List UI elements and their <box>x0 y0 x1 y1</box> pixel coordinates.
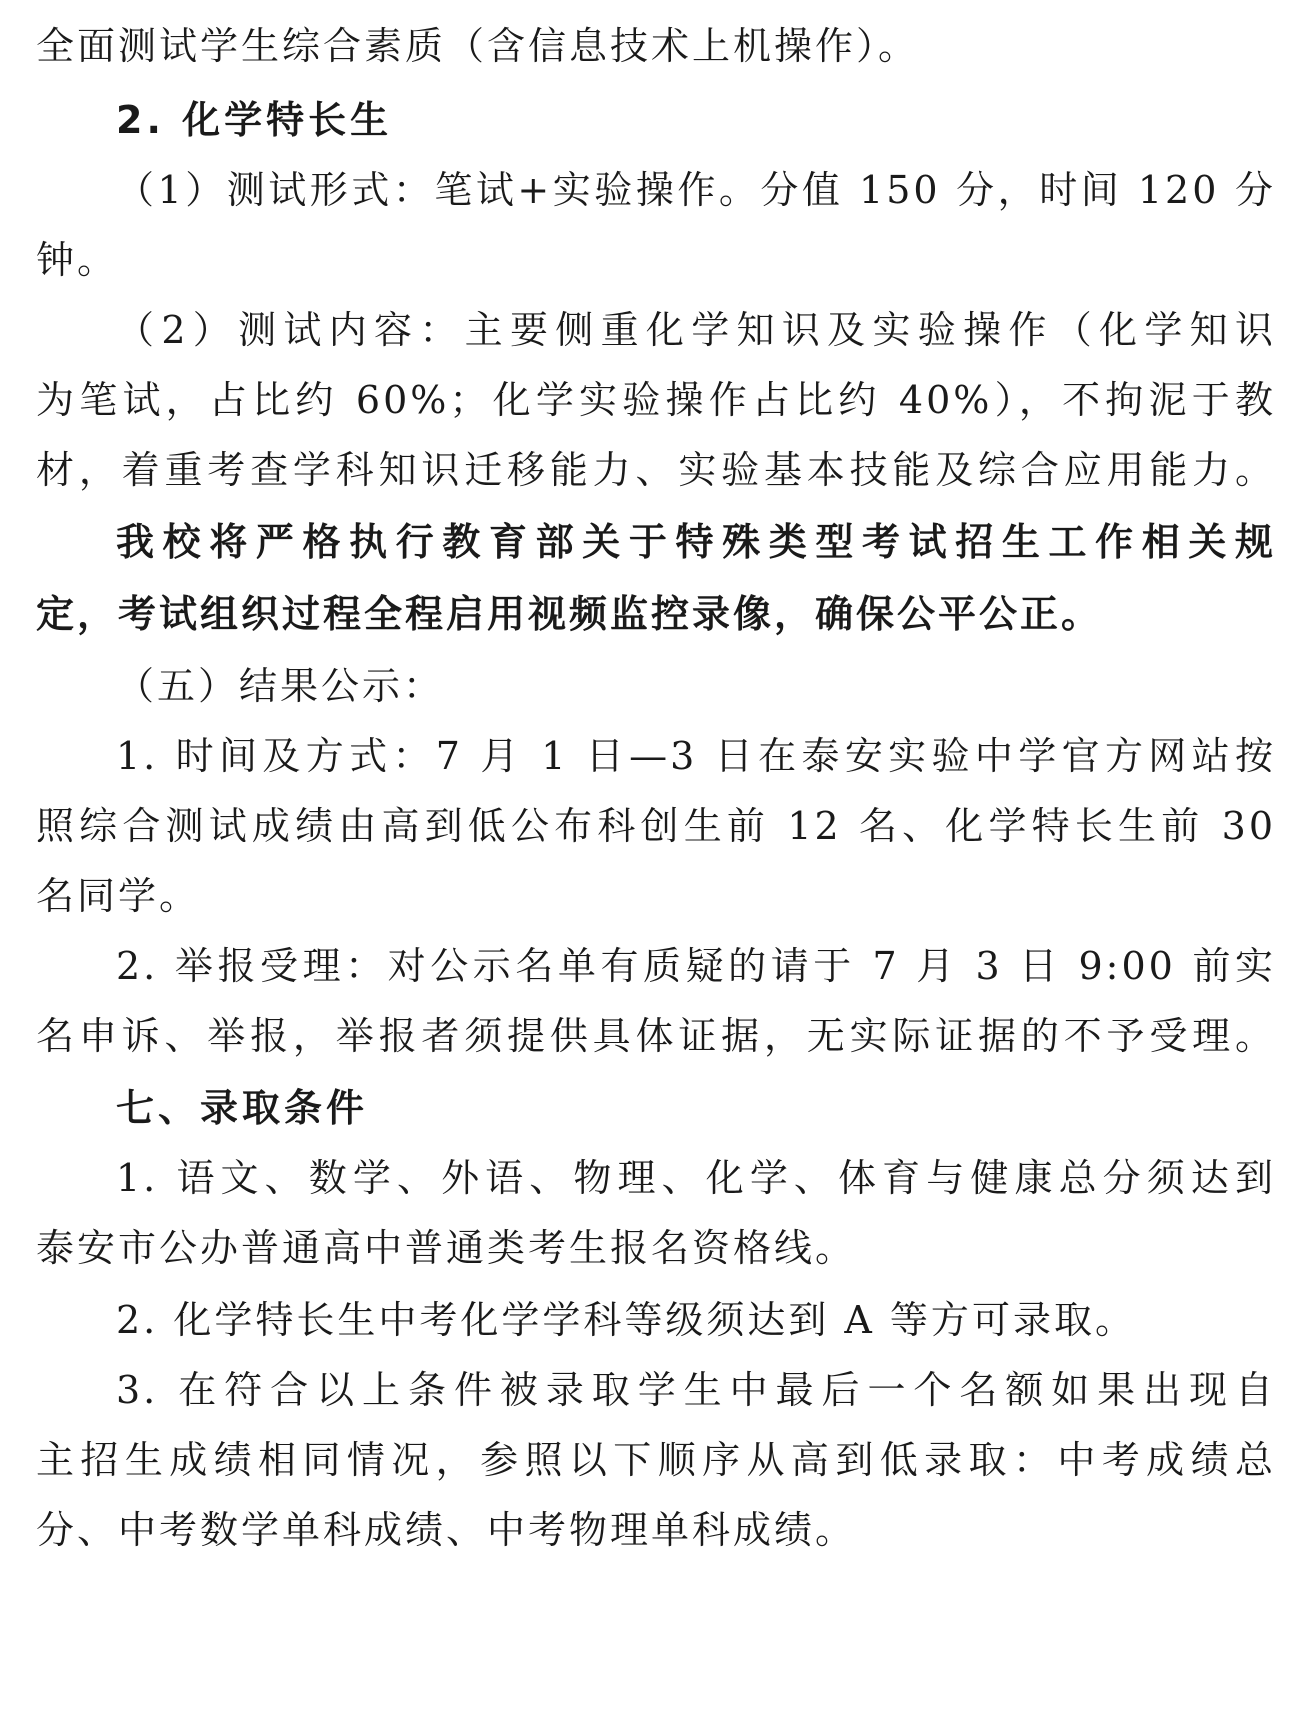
text-line: 泰安市公办普通高中普通类考生报名资格线。 <box>36 1226 857 1270</box>
bold-statement-line: 我校将严格执行教育部关于特殊类型考试招生工作相关规 <box>116 520 1276 564</box>
text-line: 全面测试学生综合素质（含信息技术上机操作）。 <box>36 24 920 68</box>
section-heading-admission-conditions: 七、录取条件 <box>116 1086 369 1130</box>
text-line: （1）测试形式：笔试+实验操作。分值 150 分，时间 120 分 <box>116 168 1276 212</box>
text-line: 名申诉、举报，举报者须提供具体证据，无实际证据的不予受理。 <box>36 1014 1276 1058</box>
text-line: （2）测试内容：主要侧重化学知识及实验操作（化学知识 <box>116 308 1276 352</box>
text-line: 2. 举报受理：对公示名单有质疑的请于 7 月 3 日 9:00 前实 <box>116 944 1276 988</box>
text-line: 1. 语文、数学、外语、物理、化学、体育与健康总分须达到 <box>116 1156 1276 1200</box>
text-line: 钟。 <box>36 238 119 282</box>
text-line: 名同学。 <box>36 874 201 918</box>
section-heading-result-publicity: （五）结果公示： <box>116 664 445 708</box>
text-line: 材，着重考查学科知识迁移能力、实验基本技能及综合应用能力。 <box>36 448 1276 492</box>
text-line: 2. 化学特长生中考化学学科等级须达到 A 等方可录取。 <box>116 1298 1136 1342</box>
text-line: 3. 在符合以上条件被录取学生中最后一个名额如果出现自 <box>116 1368 1276 1412</box>
text-line: 分、中考数学单科成绩、中考物理单科成绩。 <box>36 1508 857 1552</box>
text-line: 1. 时间及方式：7 月 1 日—3 日在泰安实验中学官方网站按 <box>116 734 1276 778</box>
text-line: 为笔试，占比约 60%；化学实验操作占比约 40%），不拘泥于教 <box>36 378 1276 422</box>
section-heading-chemistry-specialty: 2. 化学特长生 <box>116 98 393 142</box>
bold-statement-line: 定，考试组织过程全程启用视频监控录像，确保公平公正。 <box>36 592 1103 636</box>
text-line: 照综合测试成绩由高到低公布科创生前 12 名、化学特长生前 30 <box>36 804 1276 848</box>
text-line: 主招生成绩相同情况，参照以下顺序从高到低录取：中考成绩总 <box>36 1438 1276 1482</box>
